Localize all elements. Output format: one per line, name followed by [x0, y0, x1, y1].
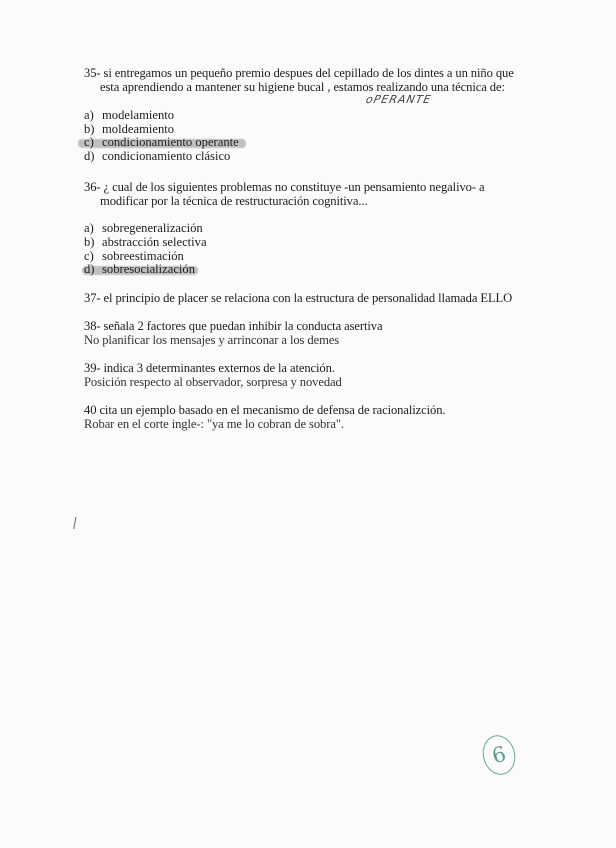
answer-40: Robar en el corte ingle-: "ya me lo cobran de sobra". [84, 417, 344, 431]
handwritten-answer-35: oPERANTE [364, 93, 433, 106]
question-35-line-2: esta aprendiendo a mantener su higiene bucal , estamos realizando una técnica de: [100, 80, 505, 94]
q35-option-b: b) moldeamiento [84, 122, 175, 136]
q36-option-a: a) sobregeneralización [84, 221, 203, 235]
q36-option-b: b) abstracción selectiva [84, 235, 207, 249]
q35-option-d: d) condicionamiento clásico [84, 149, 231, 163]
answer-39: Posición respecto al observador, sorpresa y novedad [84, 375, 342, 389]
question-35-line-1: 35- si entregamos un pequeño premio despues del cepillado de los dintes a un niño que [84, 66, 514, 80]
question-40: 40 cita un ejemplo basado en el mecanismo de defensa de racionalizción. [84, 403, 446, 417]
answer-38: No planificar los mensajes y arrinconar a los demes [84, 333, 340, 347]
q36-option-c: c) sobreestimación [84, 249, 184, 263]
question-37: 37- el principio de placer se relaciona con la estructura de personalidad llamada ELLO [84, 291, 513, 305]
q35-option-a: a) modelamiento [84, 108, 175, 122]
question-36-line-2: modificar por la técnica de restructuración cognitiva... [100, 194, 368, 208]
question-38: 38- señala 2 factores que puedan inhibir la conducta asertiva [84, 319, 383, 333]
q35-option-c: c) condicionamiento operante [84, 135, 239, 149]
question-39: 39- indica 3 determinantes externos de la atención. [84, 361, 335, 375]
question-36-line-1: 36- ¿ cual de los siguientes problemas no constituye -un pensamiento negalivo- a [84, 180, 485, 194]
page-number: 6 [479, 732, 520, 779]
pen-scribble: ⁄ [71, 516, 80, 532]
q36-option-d: d) sobresocialización [84, 262, 196, 276]
